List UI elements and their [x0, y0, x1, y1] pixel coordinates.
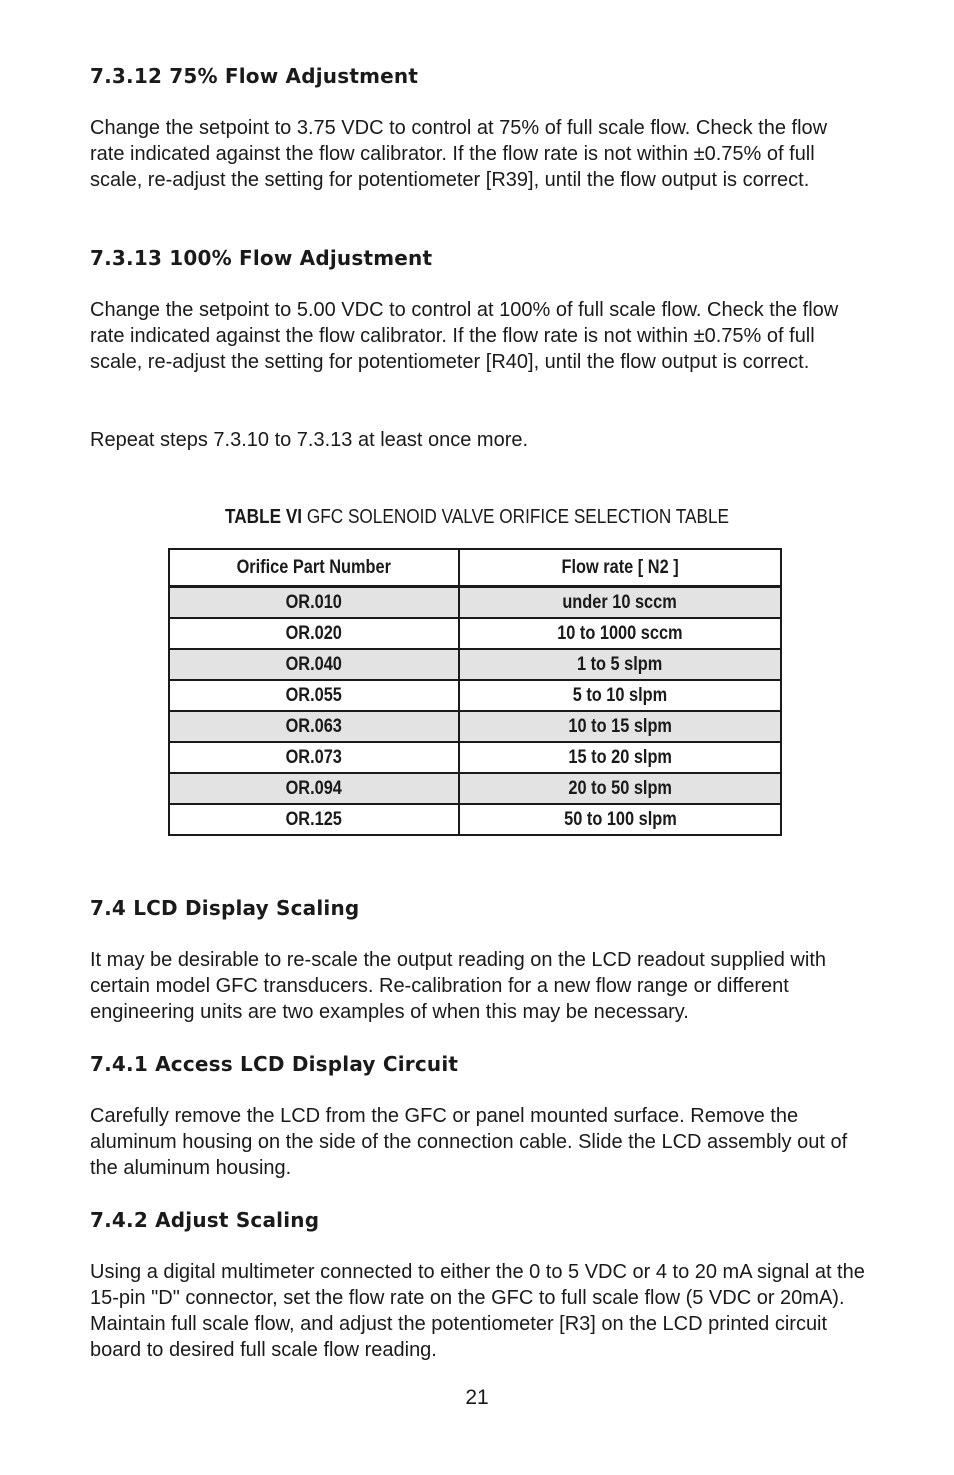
table-row	[169, 711, 781, 742]
orifice-cell: OR.040	[169, 649, 459, 680]
flow-rate-cell: 1 to 5 slpm	[459, 649, 781, 680]
table-row	[169, 680, 781, 711]
table-caption-title: GFC SOLENOID VALVE ORIFICE SELECTION TABLE	[306, 506, 730, 528]
orifice-cell: OR.125	[169, 804, 459, 835]
flow-rate-cell: 10 to 15 slpm	[459, 711, 781, 742]
table-caption-label: TABLE VI	[224, 506, 303, 528]
column-header-orifice: Orifice Part Number	[169, 549, 459, 587]
orifice-cell: OR.094	[169, 773, 459, 804]
heading-7-3-12: 7.3.12 75% Flow Adjustment	[90, 64, 419, 88]
repeat-note: Repeat steps 7.3.10 to 7.3.13 at least once more.	[90, 429, 529, 451]
orifice-cell: OR.055	[169, 680, 459, 711]
flow-rate-cell: 10 to 1000 sccm	[459, 618, 781, 649]
table-row	[169, 587, 781, 619]
flow-rate-cell: 20 to 50 slpm	[459, 773, 781, 804]
heading-7-4: 7.4 LCD Display Scaling	[90, 896, 360, 920]
table-caption	[67, 506, 887, 529]
orifice-selection-table	[168, 548, 782, 836]
flow-rate-cell: 50 to 100 slpm	[459, 804, 781, 835]
table-row	[169, 618, 781, 649]
flow-rate-cell: 15 to 20 slpm	[459, 742, 781, 773]
orifice-cell: OR.020	[169, 618, 459, 649]
orifice-cell: OR.063	[169, 711, 459, 742]
table-row	[169, 649, 781, 680]
flow-rate-cell: 5 to 10 slpm	[459, 680, 781, 711]
orifice-cell: OR.073	[169, 742, 459, 773]
heading-7-3-13: 7.3.13 100% Flow Adjustment	[90, 246, 433, 270]
heading-7-4-1: 7.4.1 Access LCD Display Circuit	[90, 1052, 459, 1076]
flow-rate-cell: under 10 sccm	[459, 587, 781, 619]
page-number: 21	[465, 1386, 489, 1409]
paragraph-7-4: It may be desirable to re-scale the output reading on the LCD readout supplied with certain model GFC transducers. Re-calibration for a new flow range or different engineering units are two examples of when this may be necessary.	[90, 949, 826, 1023]
table-row	[169, 773, 781, 804]
paragraph-7-3-12: Change the setpoint to 3.75 VDC to control at 75% of full scale flow. Check the flow rate indicated against the flow calibrator. If the flow rate is not within ±0.75% of full scale, re-adjust the setting for potentiometer [R39], until the flow output is correct.	[90, 117, 828, 191]
column-header-flow-rate: Flow rate [ N2 ]	[459, 549, 781, 587]
paragraph-7-4-1: Carefully remove the LCD from the GFC or panel mounted surface. Remove the aluminum housing on the side of the connection cable. Slide the LCD assembly out of the aluminum housing.	[90, 1105, 848, 1179]
heading-7-4-2: 7.4.2 Adjust Scaling	[90, 1208, 320, 1232]
table-row	[169, 742, 781, 773]
paragraph-7-3-13: Change the setpoint to 5.00 VDC to control at 100% of full scale flow. Check the flow rate indicated against the flow calibrator. If the flow rate is not within ±0.75% of full scale, re-adjust the setting for potentiometer [R40], until the flow output is correct.	[90, 299, 839, 373]
table-row	[169, 804, 781, 835]
orifice-cell: OR.010	[169, 587, 459, 619]
table-header-row	[169, 549, 781, 587]
paragraph-7-4-2: Using a digital multimeter connected to either the 0 to 5 VDC or 4 to 20 mA signal at the 15-pin "D" connector, set the flow rate on the GFC to full scale flow (5 VDC or 20mA). Maintain full scale flow, and adjust the potentiometer [R3] on the LCD printed circuit board to desired full scale flow reading.	[90, 1261, 865, 1361]
